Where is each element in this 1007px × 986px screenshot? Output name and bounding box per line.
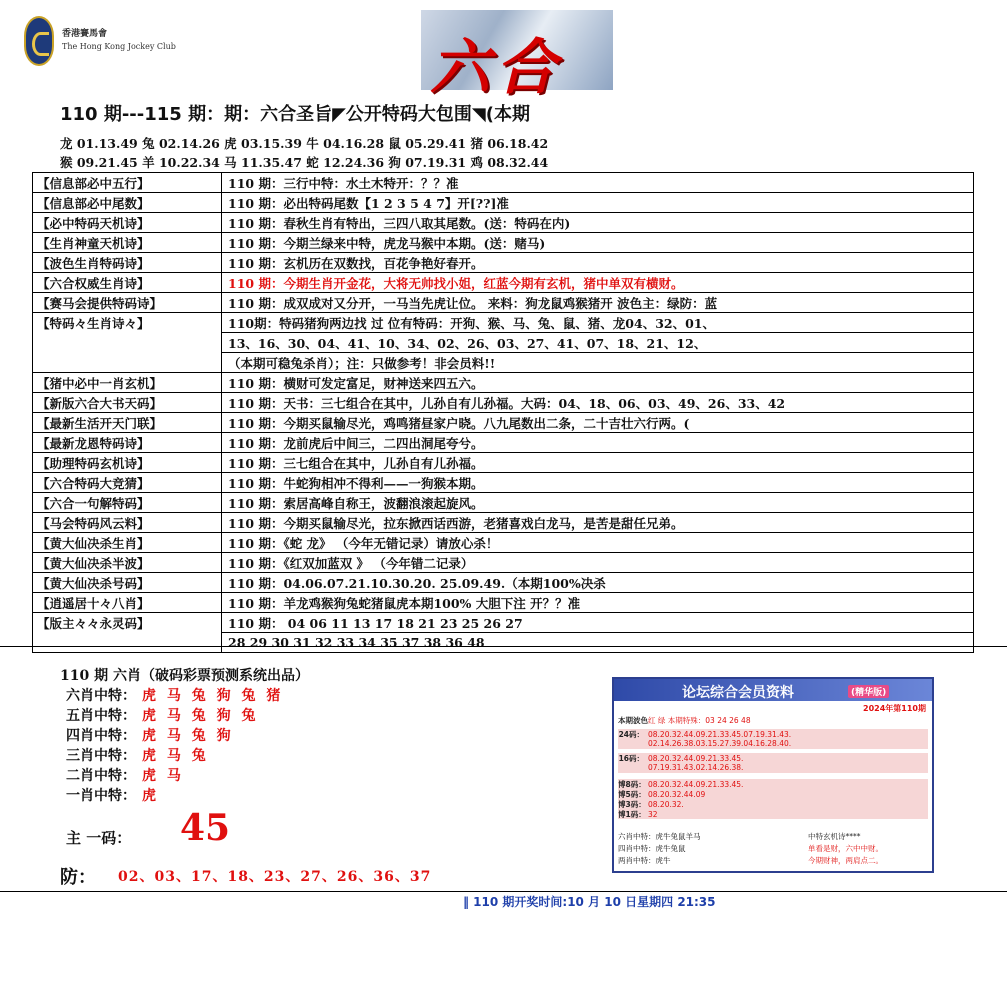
table-row bbox=[33, 293, 974, 313]
table-row bbox=[33, 373, 974, 393]
six-zodiac-section bbox=[0, 646, 1007, 892]
table-row bbox=[33, 233, 974, 253]
six-row bbox=[66, 765, 184, 785]
jockey-club-logo-icon bbox=[24, 16, 54, 66]
card-row bbox=[618, 809, 928, 819]
table-row bbox=[33, 273, 974, 293]
row-text: 110 期：04.06.07.21.10.30.20. 25.09.49.（本期100%决杀 bbox=[222, 573, 974, 593]
page-title: 110 期---115 期：期：六合圣旨◤公开特码大包围◥(本期 bbox=[60, 104, 531, 125]
row-label: 【六合一句解特码】 bbox=[33, 493, 222, 513]
banner-title: 六合 bbox=[430, 33, 562, 103]
card-row-value: 07.19.31.43.02.14.26.38. bbox=[648, 763, 744, 772]
card-row bbox=[618, 799, 928, 809]
card-foot-right: 中特玄机诗**** bbox=[808, 832, 861, 841]
six-row bbox=[66, 685, 283, 705]
card-row-value: 08.20.32.44.09 bbox=[648, 790, 706, 799]
row-text: 13、16、30、04、41、10、34、02、26、03、27、41、07、18、21、12、 bbox=[222, 333, 974, 353]
zodiac-line-1: 龙 01.13.49 兔 02.14.26 虎 03.15.39 牛 04.16.28 鼠 05.29.41 猪 06.18.42 bbox=[60, 136, 549, 151]
card-badge: (精华版) bbox=[848, 685, 889, 698]
card-foot-right: 今期财神，两肩点二。 bbox=[808, 856, 883, 865]
six-row-value: 虎 马 兔 狗 bbox=[142, 728, 234, 744]
row-text: 110 期：今期生肖开金花，大将无帅找小姐，红蓝今期有玄机，猪中单双有横财。 bbox=[222, 273, 974, 293]
row-text: 110 期：三七组合在其中，儿孙自有儿孙福。 bbox=[222, 453, 974, 473]
fang-numbers: 02、03、17、18、23、27、26、36、37 bbox=[118, 869, 432, 885]
logo-en-text: The Hong Kong Jockey Club bbox=[62, 42, 176, 51]
table-row bbox=[33, 193, 974, 213]
table-row bbox=[33, 413, 974, 433]
row-label: 【助理特码玄机诗】 bbox=[33, 453, 222, 473]
row-text: 110 期：三行中特：水土木特开：？？准 bbox=[222, 173, 974, 193]
row-text: 110 期：必出特码尾数【1 2 3 5 4 7】开[??]准 bbox=[222, 193, 974, 213]
card-row-label: 博5码： bbox=[618, 790, 646, 799]
table-row bbox=[33, 513, 974, 533]
row-label: 【生肖神童天机诗】 bbox=[33, 233, 222, 253]
prediction-table bbox=[32, 172, 974, 653]
table-row bbox=[33, 453, 974, 473]
row-label: 【必中特码天机诗】 bbox=[33, 213, 222, 233]
table-row bbox=[33, 473, 974, 493]
row-text: 110 期： 04 06 11 13 17 18 21 23 25 26 27 bbox=[222, 613, 974, 633]
row-text: 110 期：《红双加蓝双 》 （今年错二记录） bbox=[222, 553, 974, 573]
six-row-label: 三肖中特： bbox=[66, 748, 136, 764]
main-code-label: 主 一码： bbox=[66, 829, 132, 847]
row-text: 110 期：今期兰绿来中特，虎龙马猴中本期。(送：赌马) bbox=[222, 233, 974, 253]
card-row bbox=[618, 715, 928, 725]
row-label: 【六合权威生肖诗】 bbox=[33, 273, 222, 293]
card-row-value: 08.20.32.44.09.21.33.45.07.19.31.43. bbox=[648, 730, 792, 739]
row-text: 110期：特码猪狗两边找 过 位有特码：开狗、猴、马、兔、鼠、猪、龙04、32、01、 bbox=[222, 313, 974, 333]
row-text: 110 期：龙前虎后中间三，二四出洞尾夸兮。 bbox=[222, 433, 974, 453]
six-row-label: 四肖中特： bbox=[66, 728, 136, 744]
row-label: 【黄大仙决杀号码】 bbox=[33, 573, 222, 593]
row-text: 110 期：春秋生肖有特出，三四八取其尾数。(送：特码在内) bbox=[222, 213, 974, 233]
row-text: 110 期：牛蛇狗相冲不得利——一狗猴本期。 bbox=[222, 473, 974, 493]
card-row-value: 08.20.32.44.09.21.33.45. bbox=[648, 780, 744, 789]
logo-cn-text: 香港賽馬會 bbox=[62, 29, 108, 39]
row-label: 【新版六合大书天码】 bbox=[33, 393, 222, 413]
row-label bbox=[33, 333, 222, 353]
card-row bbox=[618, 739, 928, 749]
six-row-label: 五肖中特： bbox=[66, 708, 136, 724]
card-row-value: 02.14.26.38.03.15.27.39.04.16.28.40. bbox=[648, 739, 792, 748]
main-code-value: 45 bbox=[180, 807, 231, 849]
card-foot-left: 两肖中特：虎牛 bbox=[618, 856, 671, 865]
card-row-value: 32 bbox=[648, 810, 658, 819]
row-label: 【最新生活开天门联】 bbox=[33, 413, 222, 433]
row-text: 28 29 30 31 32 33 34 35 37 38 36 48 bbox=[222, 633, 974, 653]
card-row-label: 24码： bbox=[618, 730, 644, 739]
row-label bbox=[33, 353, 222, 373]
row-label: 【黄大仙决杀生肖】 bbox=[33, 533, 222, 553]
card-row-value: 08.20.32. bbox=[648, 800, 684, 809]
table-row bbox=[33, 533, 974, 553]
row-label: 【六合特码大竞猜】 bbox=[33, 473, 222, 493]
row-label: 【赛马会提供特码诗】 bbox=[33, 293, 222, 313]
card-row-value: 红 绿 本期特殊：03 24 26 48 bbox=[648, 716, 751, 725]
table-row bbox=[33, 613, 974, 633]
six-row-label: 二肖中特： bbox=[66, 768, 136, 784]
table-row bbox=[33, 553, 974, 573]
six-row-value: 虎 马 兔 bbox=[142, 748, 209, 764]
row-label: 【版主々々永灵码】 bbox=[33, 613, 222, 633]
row-text: 110 期：玄机历在双数找，百花争艳好春开。 bbox=[222, 253, 974, 273]
row-text: （本期可稳兔杀肖）；注：只做参考！非会员料!! bbox=[222, 353, 974, 373]
fang-label: 防： bbox=[60, 867, 96, 888]
six-row-label: 一肖中特： bbox=[66, 788, 136, 804]
card-foot-right: 单看是财，六中中财。 bbox=[808, 844, 883, 853]
table-row bbox=[33, 493, 974, 513]
card-foot-row bbox=[618, 831, 928, 842]
row-text: 110 期：成双成对又分开，一马当先虎让位。 来料：狗龙鼠鸡猴猪开 波色主：绿防：蓝 bbox=[222, 293, 974, 313]
card-row-label: 本期波色 bbox=[618, 716, 648, 725]
card-title: 论坛综合会员资料 bbox=[682, 685, 794, 701]
card-row bbox=[618, 729, 928, 739]
table-row bbox=[33, 353, 974, 373]
table-row bbox=[33, 253, 974, 273]
table-row bbox=[33, 313, 974, 333]
row-text: 110 期：今期买鼠输尽光，鸡鸣猪昼家户晓。八九尾数出二条，二十吉壮六行两。( bbox=[222, 413, 974, 433]
row-label: 【信息部必中尾数】 bbox=[33, 193, 222, 213]
table-row bbox=[33, 213, 974, 233]
row-label: 【逍遥居十々八肖】 bbox=[33, 593, 222, 613]
six-row-label: 六肖中特： bbox=[66, 688, 136, 704]
row-label: 【马会特码风云料】 bbox=[33, 513, 222, 533]
six-row bbox=[66, 725, 234, 745]
zodiac-line-2: 猴 09.21.45 羊 10.22.34 马 11.35.47 蛇 12.24.36 狗 07.19.31 鸡 08.32.44 bbox=[60, 155, 549, 170]
row-text: 110 期：羊龙鸡猴狗兔蛇猪鼠虎本期100% 大胆下注 开？？准 bbox=[222, 593, 974, 613]
card-row-label: 博8码： bbox=[618, 780, 646, 789]
card-row bbox=[618, 753, 928, 763]
card-row bbox=[618, 779, 928, 789]
row-label: 【最新龙恩特码诗】 bbox=[33, 433, 222, 453]
card-row bbox=[618, 763, 928, 773]
card-foot-left: 六肖中特：虎牛兔鼠羊马 bbox=[618, 832, 701, 841]
card-foot-row bbox=[618, 843, 928, 854]
row-text: 110 期：《蛇 龙》 （今年无错记录）请放心杀！ bbox=[222, 533, 974, 553]
table-row bbox=[33, 573, 974, 593]
six-row bbox=[66, 705, 259, 725]
six-row bbox=[66, 785, 159, 805]
member-info-card bbox=[612, 677, 934, 873]
row-label: 【波色生肖特码诗】 bbox=[33, 253, 222, 273]
card-row-label: 16码： bbox=[618, 754, 644, 763]
card-row bbox=[618, 789, 928, 799]
card-row-label: 博1码： bbox=[618, 810, 646, 819]
card-foot-left: 四肖中特：虎牛兔鼠 bbox=[618, 844, 686, 853]
card-row-value: 08.20.32.44.09.21.33.45. bbox=[648, 754, 744, 763]
row-label: 【信息部必中五行】 bbox=[33, 173, 222, 193]
card-period: 2024年第110期 bbox=[863, 704, 926, 713]
row-label: 【猪中必中一肖玄机】 bbox=[33, 373, 222, 393]
row-label: 【特码々生肖诗々】 bbox=[33, 313, 222, 333]
table-row bbox=[33, 393, 974, 413]
row-text: 110 期：天书：三七组合在其中，儿孙自有儿孙福。大码：04、18、06、03、49、26、33、42 bbox=[222, 393, 974, 413]
row-text: 110 期：今期买鼠输尽光，拉东掀西话西游，老猪喜戏白龙马，是苦是甜任兄弟。 bbox=[222, 513, 974, 533]
row-label: 【黄大仙决杀半波】 bbox=[33, 553, 222, 573]
row-text: 110 期：横财可发定富足，财神送来四五六。 bbox=[222, 373, 974, 393]
table-row bbox=[33, 433, 974, 453]
draw-time: ‖ 110 期开奖时间:10 月 10 日星期四 21:35 bbox=[463, 895, 716, 909]
card-row-label: 博3码： bbox=[618, 800, 646, 809]
six-row-value: 虎 马 兔 狗 兔 bbox=[142, 708, 259, 724]
six-row bbox=[66, 745, 209, 765]
table-row bbox=[33, 173, 974, 193]
six-row-value: 虎 bbox=[142, 788, 159, 804]
row-text: 110 期：索居高峰自称王，波翻浪滚起旋风。 bbox=[222, 493, 974, 513]
six-section-title: 110 期 六肖（破码彩票预测系统出品） bbox=[60, 668, 309, 684]
six-row-value: 虎 马 兔 狗 兔 猪 bbox=[142, 688, 284, 704]
six-row-value: 虎 马 bbox=[142, 768, 184, 784]
table-row bbox=[33, 593, 974, 613]
table-row bbox=[33, 333, 974, 353]
card-foot-row bbox=[618, 855, 928, 866]
